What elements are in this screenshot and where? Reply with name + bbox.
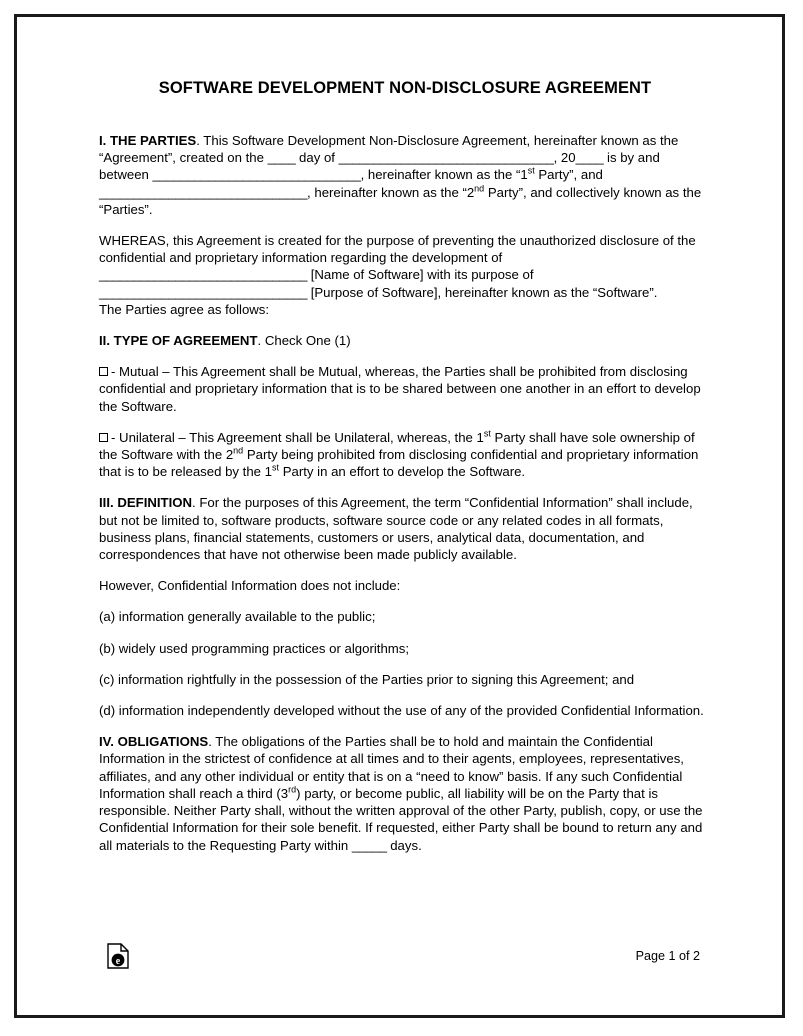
parties-blank-party1: ______________________________: [152, 167, 361, 183]
section-type-heading-rest: . Check One (1): [257, 333, 351, 349]
parties-text-1: . This Software Development Non-Disclosure Agreement, hereinafter known as the “Agreement”, created on the: [99, 133, 679, 166]
option-mutual-label: - Mutual – This Agreement shall be Mutual, whereas, the Parties shall be prohibited from disclosing confidential and proprietary information that is to be shared between one another in an effort to develop the Software.: [99, 364, 701, 414]
eforms-logo-icon: [107, 943, 129, 969]
ordinal-rd-1: rd: [288, 784, 297, 795]
parties-text-7: , hereinafter known as the “2: [307, 184, 475, 200]
ordinal-nd-1: nd: [474, 183, 485, 194]
option-unilateral-label-2: Party shall have sole ownership of the Software with the 2: [99, 429, 695, 463]
document-content: [99, 79, 711, 868]
page-number: Page 1 of 2: [635, 949, 700, 963]
ordinal-st-3: st: [272, 462, 280, 473]
definition-item-a: (a) information generally available to the public;: [99, 609, 376, 625]
parties-blank-day: ____: [267, 150, 296, 166]
whereas-text-2: [Name of Software] with its purpose of: [307, 267, 534, 283]
section-definition: [99, 494, 711, 563]
parties-blank-month: _______________________________: [338, 150, 554, 166]
whereas-blank-purpose: ______________________________: [99, 284, 308, 300]
page-title: SOFTWARE DEVELOPMENT NON-DISCLOSURE AGREEMENT: [158, 79, 652, 97]
page-footer: [99, 943, 700, 971]
obligations-body-3: days.: [386, 837, 422, 853]
parties-blank-party2: ______________________________: [99, 184, 308, 200]
whereas-text-3: [Purpose of Software], hereinafter known as the “Software”.: [307, 284, 658, 300]
obligations-blank-days: _____: [351, 837, 387, 853]
obligations-body-1: . The obligations of the Parties shall be to hold and maintain the Confidential Information in the strictest of confidence at all times and to their agents, employees, representatives, affiliates, and any other individual or entity that is on a “need to know” basis. If any such Confidential Information shall reach a third (3: [99, 734, 684, 801]
section-definition-heading: III. DEFINITION: [99, 495, 193, 511]
section-type-heading: II. TYPE OF AGREEMENT: [99, 333, 258, 349]
ordinal-st-2: st: [483, 428, 491, 439]
checkbox-unilateral-icon[interactable]: [99, 433, 108, 442]
section-type-of-agreement: [99, 332, 711, 349]
document-page-border: [14, 14, 785, 1018]
option-unilateral-label-3: Party being prohibited from disclosing confidential and proprietary information that is to be released by the 1: [99, 447, 699, 480]
parties-text-8: Party”, and collectively known as the “Parties”.: [99, 184, 702, 217]
option-unilateral[interactable]: [99, 429, 711, 481]
whereas-blank-name: ______________________________: [99, 267, 308, 283]
parties-agree-line: The Parties agree as follows:: [99, 301, 270, 317]
parties-text-6: Party”, and: [534, 167, 603, 183]
definition-item-b: (b) widely used programming practices or algorithms;: [99, 640, 410, 656]
section-obligations-heading: IV. OBLIGATIONS: [99, 734, 209, 750]
parties-text-4: is by and between: [99, 150, 660, 183]
section-definition-body: . For the purposes of this Agreement, the term “Confidential Information” shall include, but not be limited to, software products, software source code or any related codes in all formats, business plans, financial statements, customers or users, analytical data, documentation, and correspondences that have not otherwise been made publicly available.: [99, 495, 693, 563]
parties-text-2: day of: [295, 150, 339, 166]
parties-text-3: , 20: [553, 150, 576, 166]
definition-item-d: (d) information independently developed without the use of any of the provided Confidential Information.: [99, 703, 704, 719]
checkbox-mutual-icon[interactable]: [99, 367, 108, 376]
section-whereas: [99, 232, 711, 301]
option-unilateral-label-4: Party in an effort to develop the Software.: [279, 464, 526, 480]
document-page: [17, 17, 782, 1015]
section-parties-heading: I. THE PARTIES: [99, 133, 197, 148]
obligations-body-2: ) party, or become public, all liability will be on the Party that is responsible. Neither Party shall, without the written approval of the other Party, publish, copy, or use the Confidential Information for their sole benefit. If requested, either Party shall be bound to return any and all materials to the Requesting Party within: [99, 785, 703, 853]
ordinal-st-1: st: [527, 166, 535, 177]
parties-blank-year: ____: [575, 150, 604, 166]
section-parties: [99, 132, 711, 218]
svg-text:e: e: [115, 956, 121, 967]
definition-exclusions-intro: However, Confidential Information does not include:: [99, 578, 401, 594]
option-unilateral-label-1: - Unilateral – This Agreement shall be Unilateral, whereas, the 1: [111, 429, 484, 445]
option-mutual[interactable]: [99, 363, 711, 415]
ordinal-nd-2: nd: [233, 445, 244, 456]
definition-item-c: (c) information rightfully in the possession of the Parties prior to signing this Agreement; and: [99, 671, 635, 687]
whereas-text-1: WHEREAS, this Agreement is created for the purpose of preventing the unauthorized disclosure of the confidential and proprietary information regarding the development of: [99, 233, 696, 266]
section-obligations: [99, 733, 711, 853]
parties-text-5: , hereinafter known as the “1: [360, 167, 528, 183]
